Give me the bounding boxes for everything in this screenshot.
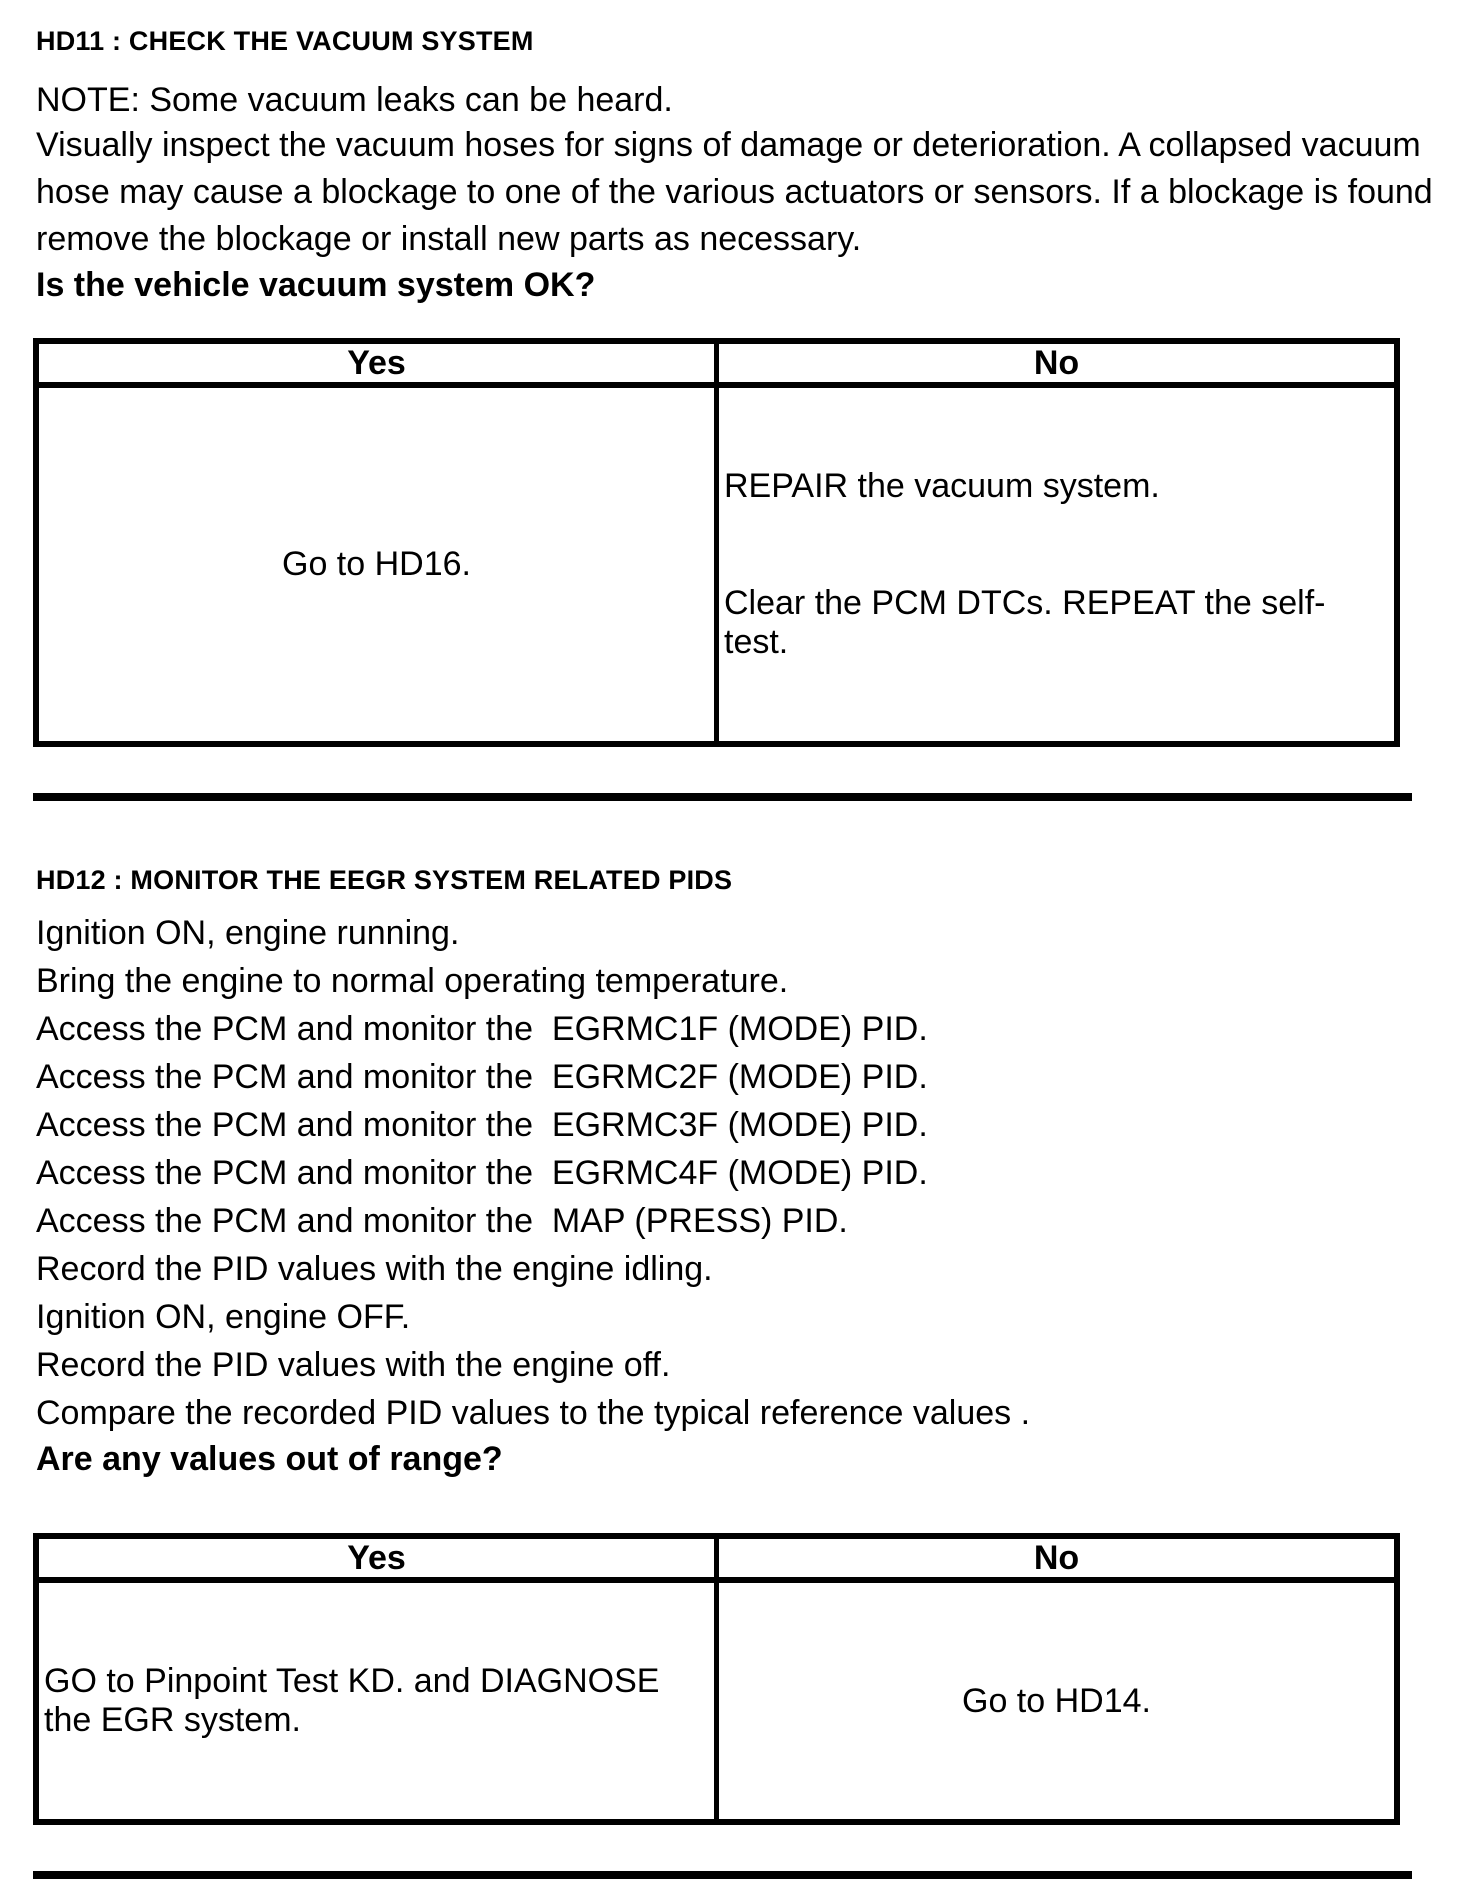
- no-action-cell: [717, 1580, 1398, 1822]
- step-line: Compare the recorded PID values to the typical reference values .: [36, 1394, 1031, 1432]
- step-line: Access the PCM and monitor the EGRMC4F (MODE) PID.: [36, 1154, 928, 1192]
- section-hd12-heading: HD12 : MONITOR THE EEGR SYSTEM RELATED PIDS: [36, 865, 733, 895]
- step-line: Access the PCM and monitor the MAP (PRESS) PID.: [36, 1202, 848, 1240]
- procedure-paragraph: Visually inspect the vacuum hoses for signs of damage or deterioration. A collapsed vacuum hose may cause a blockage to one of the various actuators or sensors. If a blockage is found remove the blockage or install new parts as necessary.: [36, 126, 1443, 258]
- section-hd11-heading: HD11 : CHECK THE VACUUM SYSTEM: [36, 26, 534, 56]
- yes-action-text: Go to HD16.: [282, 545, 471, 583]
- yes-column-header: Yes: [36, 1536, 717, 1580]
- no-action-line-2: Clear the PCM DTCs. REPEAT the self-test.: [724, 584, 1326, 661]
- no-column-header: No: [717, 341, 1398, 385]
- step-line: Record the PID values with the engine idling.: [36, 1250, 713, 1288]
- no-action-line-1: REPAIR the vacuum system.: [724, 467, 1160, 505]
- step-line: Access the PCM and monitor the EGRMC1F (MODE) PID.: [36, 1010, 928, 1048]
- no-column-header: No: [717, 1536, 1398, 1580]
- step-line: Ignition ON, engine running.: [36, 914, 460, 952]
- decision-table-header-row: [36, 341, 1397, 385]
- yes-action-text: GO to Pinpoint Test KD. and DIAGNOSE the EGR system.: [44, 1662, 669, 1739]
- yes-action-cell: [36, 1580, 717, 1822]
- yes-action-cell: [36, 385, 717, 744]
- section-divider: [33, 793, 1412, 801]
- section-hd12: [33, 865, 1472, 1879]
- decision-table-hd11: [33, 338, 1400, 747]
- decision-table-body-row: [36, 385, 1397, 744]
- step-line: Ignition ON, engine OFF.: [36, 1298, 411, 1336]
- no-action-text: Go to HD14.: [962, 1681, 1151, 1720]
- decision-table-body-row: [36, 1580, 1397, 1822]
- decision-question-hd12: Are any values out of range?: [36, 1440, 503, 1478]
- decision-table-hd12: [33, 1533, 1400, 1825]
- note-text: NOTE: Some vacuum leaks can be heard.: [36, 81, 673, 119]
- section-divider: [33, 1871, 1412, 1879]
- decision-table-header-row: [36, 1536, 1397, 1580]
- step-line: Bring the engine to normal operating temperature.: [36, 962, 789, 1000]
- step-line: Record the PID values with the engine off.: [36, 1346, 671, 1384]
- step-line: Access the PCM and monitor the EGRMC2F (MODE) PID.: [36, 1058, 928, 1096]
- section-hd11: [33, 26, 1472, 801]
- procedure-steps: [33, 909, 1472, 1437]
- step-line: Access the PCM and monitor the EGRMC3F (MODE) PID.: [36, 1106, 928, 1144]
- no-action-cell: [717, 385, 1398, 744]
- decision-question-hd11: Is the vehicle vacuum system OK?: [36, 266, 596, 304]
- yes-column-header: Yes: [36, 341, 717, 385]
